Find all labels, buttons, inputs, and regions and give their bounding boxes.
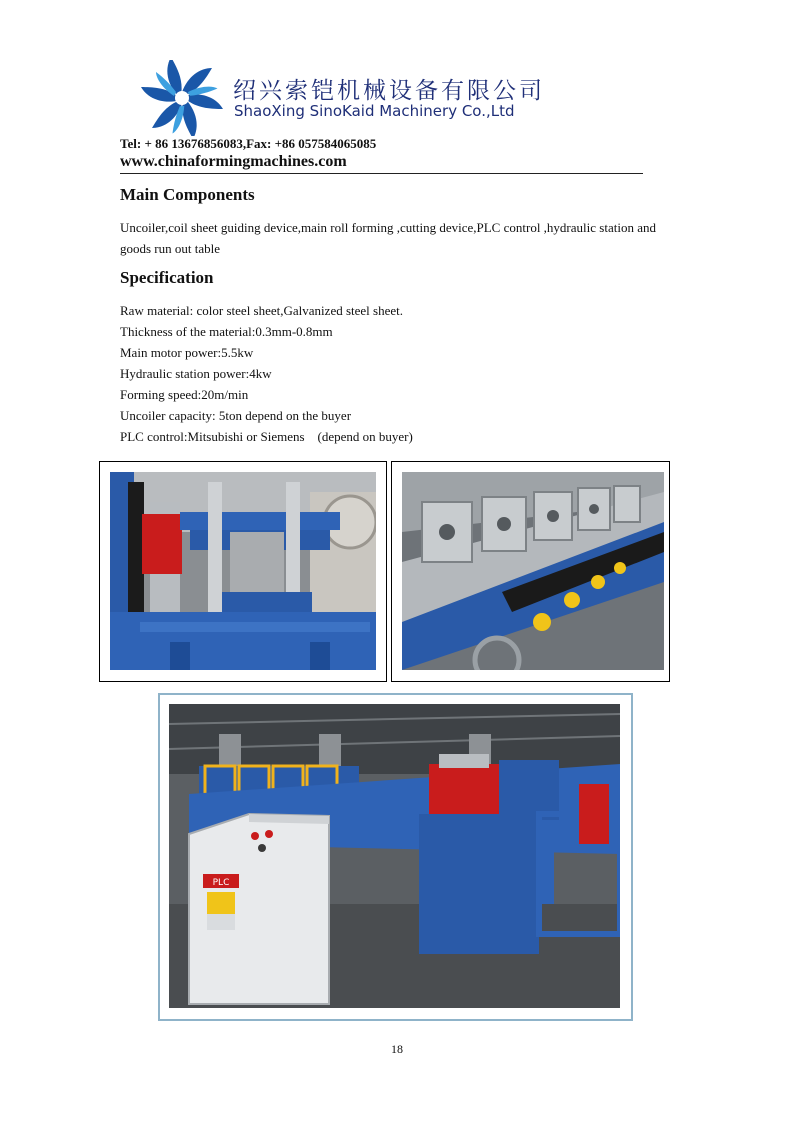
main-components-heading: Main Components	[120, 185, 255, 204]
company-name-chinese: 绍兴索铠机械设备有限公司	[233, 78, 545, 104]
main-components-text: Uncoiler,coil sheet guiding device,main roll forming ,cutting device,PLC control ,hydraulic station and goods run out table	[120, 220, 656, 256]
spec-item: Thickness of the material:0.3mm-0.8mm	[120, 324, 333, 339]
pinwheel-logo-icon	[141, 60, 223, 136]
complete-line-with-plc-photo	[169, 704, 620, 1008]
spec-item: Raw material: color steel sheet,Galvanized steel sheet.	[120, 303, 403, 318]
spec-item: Forming speed:20m/min	[120, 387, 249, 402]
company-name-english: ShaoXing SinoKaid Machinery Co.,Ltd	[234, 102, 515, 120]
plc-cabinet-label: PLC	[212, 878, 230, 888]
spec-item: Uncoiler capacity: 5ton depend on the buyer	[120, 408, 352, 423]
photo-frame-complete-line	[158, 693, 633, 1021]
spec-item: Hydraulic station power:4kw	[120, 366, 272, 381]
header-divider	[120, 173, 643, 174]
photo-frame-cutting-device	[99, 461, 387, 682]
page-number: 18	[391, 1042, 403, 1056]
spec-item: Main motor power:5.5kw	[120, 345, 254, 360]
specification-heading: Specification	[120, 268, 214, 287]
roll-forming-stations-photo	[402, 472, 664, 670]
specification-list	[120, 300, 413, 447]
company-logo	[141, 60, 223, 136]
contact-line: Tel: + 86 13676856083,Fax: +86 057584065085	[120, 136, 377, 151]
spec-item: PLC control:Mitsubishi or Siemens (depend on buyer)	[120, 429, 413, 444]
website-link[interactable]: www.chinaformingmachines.com	[120, 153, 347, 170]
photo-frame-roll-forming	[391, 461, 670, 682]
cutting-device-photo	[110, 472, 376, 670]
